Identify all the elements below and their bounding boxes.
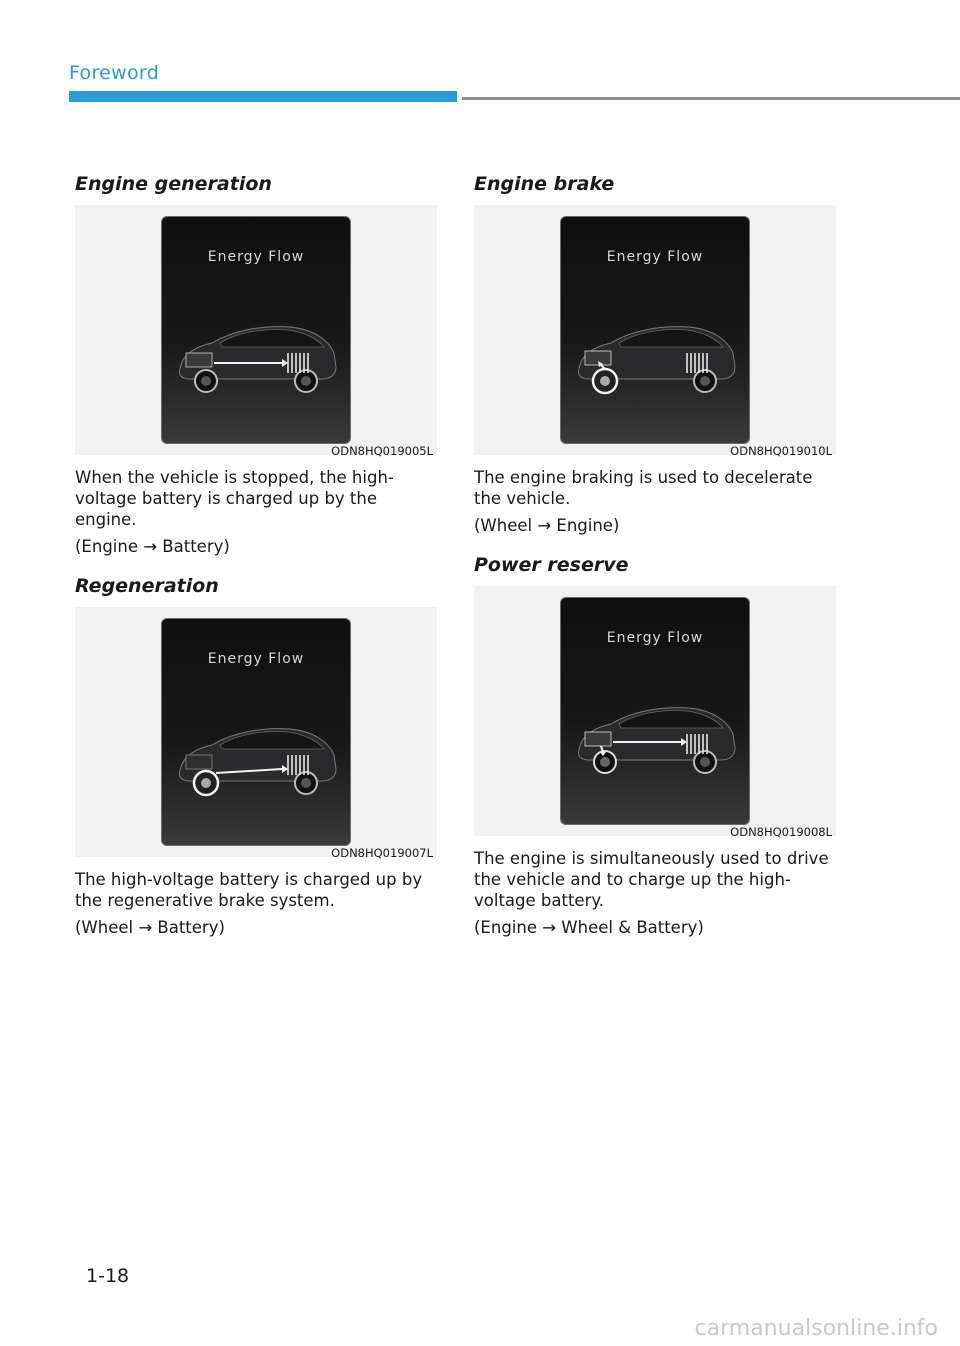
header-bar-divider xyxy=(462,97,960,100)
energy-flow-screen xyxy=(560,597,750,825)
screen-title: Energy Flow xyxy=(207,651,305,667)
section-description: The engine is simultaneously used to drive the vehicle and to charge up the high-voltage battery. xyxy=(474,849,829,910)
page-number: 1-18 xyxy=(86,1265,130,1287)
energy-flow-path: (Engine → Battery) xyxy=(75,537,230,556)
energy-flow-screen xyxy=(161,216,351,444)
energy-flow-screen xyxy=(560,216,750,444)
car-illustration-icon xyxy=(172,317,340,407)
figure-engine-generation xyxy=(75,205,437,458)
screen-title: Energy Flow xyxy=(207,249,305,265)
figure-engine-brake xyxy=(474,205,836,458)
figure-code: ODN8HQ019005L xyxy=(331,444,433,458)
section-title: Engine generation xyxy=(75,173,272,195)
section-title: Power reserve xyxy=(474,554,629,576)
header-title: Foreword xyxy=(69,62,160,84)
section-power-reserve xyxy=(474,554,836,938)
watermark: carmanualsonline.info xyxy=(694,1316,938,1341)
car-illustration-icon xyxy=(571,317,739,407)
section-title: Regeneration xyxy=(75,575,219,597)
energy-flow-path: (Wheel → Battery) xyxy=(75,918,225,937)
section-description: When the vehicle is stopped, the high-voltage battery is charged up by the engine. xyxy=(75,468,394,529)
energy-flow-path: (Wheel → Engine) xyxy=(474,516,620,535)
section-regeneration xyxy=(75,575,437,938)
section-engine-brake xyxy=(474,173,836,536)
figure-code: ODN8HQ019010L xyxy=(730,444,832,458)
energy-flow-path: (Engine → Wheel & Battery) xyxy=(474,918,704,937)
figure-regeneration xyxy=(75,607,437,860)
figure-code: ODN8HQ019007L xyxy=(331,846,433,860)
section-description: The engine braking is used to decelerate the vehicle. xyxy=(474,468,813,508)
screen-title: Energy Flow xyxy=(606,630,704,646)
section-engine-generation xyxy=(75,173,437,557)
section-title: Engine brake xyxy=(474,173,615,195)
figure-code: ODN8HQ019008L xyxy=(730,825,832,839)
header-bar-accent xyxy=(69,91,457,102)
figure-power-reserve xyxy=(474,586,836,839)
section-description: The high-voltage battery is charged up by the regenerative brake system. xyxy=(75,870,423,910)
car-illustration-icon xyxy=(571,698,739,788)
energy-flow-screen xyxy=(161,618,351,846)
screen-title: Energy Flow xyxy=(606,249,704,265)
car-illustration-icon xyxy=(172,719,340,809)
